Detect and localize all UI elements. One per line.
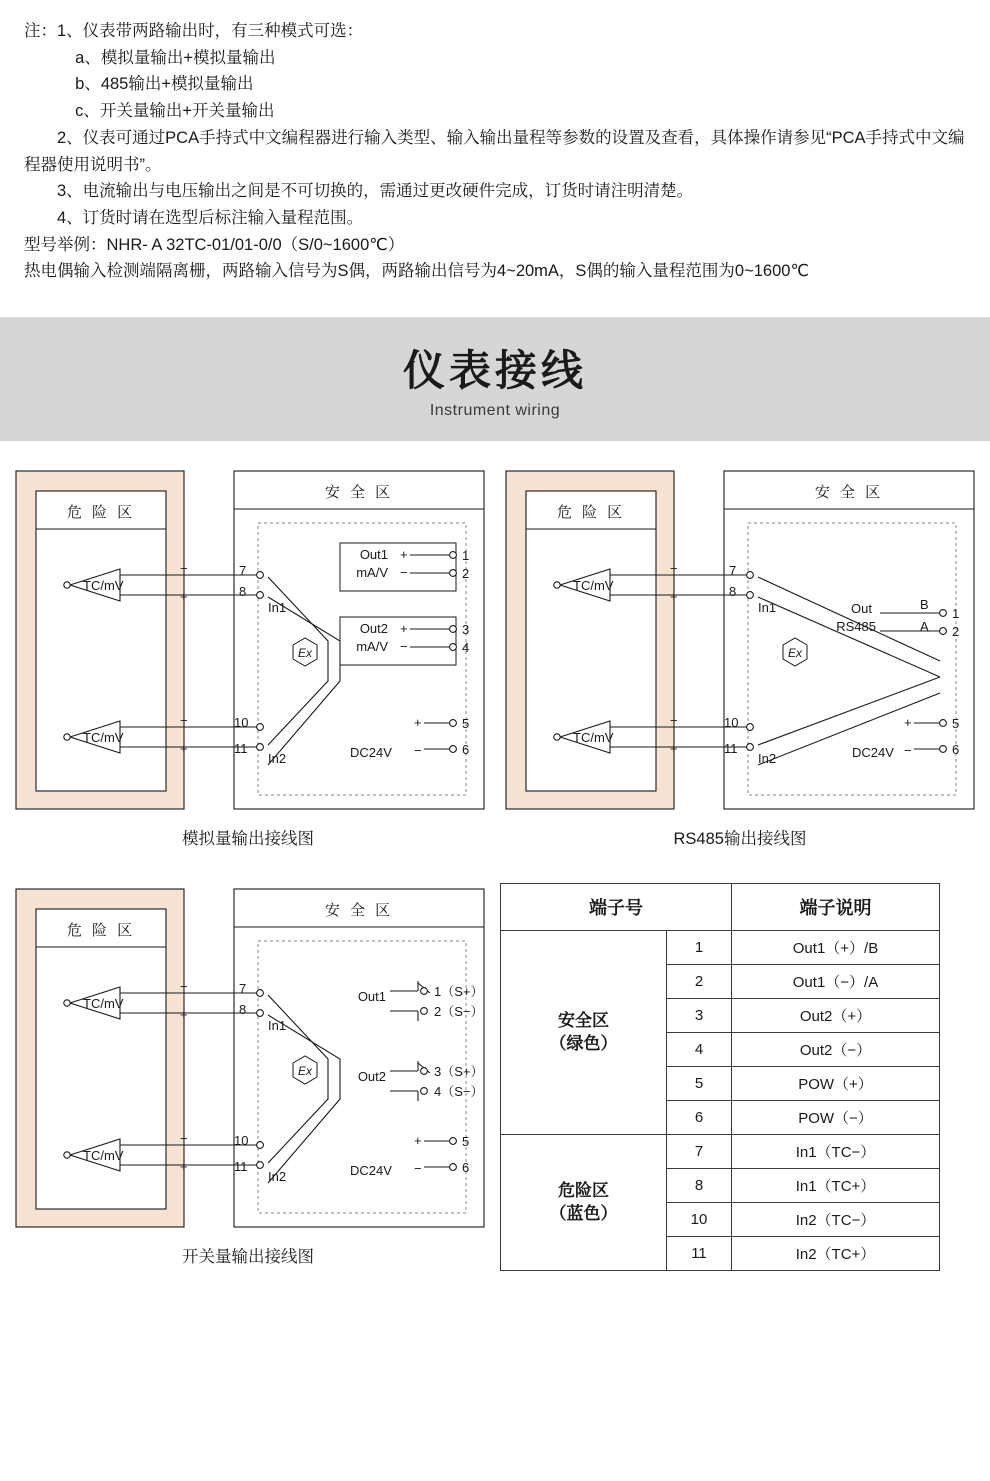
a-label: A: [920, 619, 929, 635]
minus-sign: −: [180, 713, 188, 729]
plus-sign: +: [670, 741, 678, 757]
switch-terminal: 4（S−）: [434, 1084, 484, 1100]
terminal-number: 2: [952, 624, 960, 640]
plus-sign: +: [400, 621, 408, 637]
minus-sign: −: [180, 979, 188, 995]
terminal-desc: Out1（+）/B: [732, 931, 940, 965]
header-terminal-no: 端子号: [501, 884, 732, 931]
header-terminal-desc: 端子说明: [732, 884, 940, 931]
terminal-number: 1: [462, 548, 470, 564]
note-model-example: 型号举例：NHR- A 32TC-01/01-0/0（S/0~1600℃）: [24, 235, 405, 254]
section-title: 仪表接线: [402, 347, 587, 395]
tcmv-label: TC/mV: [573, 730, 614, 746]
minus-sign: −: [400, 639, 408, 655]
diagram-analog-output: [10, 465, 490, 849]
terminal-no: 10: [667, 1203, 732, 1237]
terminal-desc: POW（−）: [732, 1101, 940, 1135]
terminal-no: 1: [667, 931, 732, 965]
tcmv-label: TC/mV: [83, 1148, 124, 1164]
terminal-no: 5: [667, 1067, 732, 1101]
table-header-row: [501, 884, 940, 931]
safe-zone-label: 安 全 区: [324, 484, 394, 502]
minus-sign: −: [180, 561, 188, 577]
diagram-row-1: [10, 465, 980, 849]
note-line: 2、仪表可通过PCA手持式中文编程器进行输入类型、输入输出量程等参数的设置及查看，具体操作请参见“PCA手持式中文编程器使用说明书”。: [24, 128, 965, 174]
in1-label: In1: [268, 1018, 287, 1034]
zone-hazard-cell: [501, 1135, 667, 1271]
dc24v-label: DC24V: [350, 745, 392, 761]
terminal-no: 2: [667, 965, 732, 999]
zone-safe-cell: [501, 931, 667, 1135]
diagram-rs485-output: [500, 465, 980, 849]
minus-sign: −: [670, 713, 678, 729]
terminal-number: 7: [239, 981, 247, 997]
plus-sign: +: [180, 1159, 188, 1175]
plus-sign: +: [180, 741, 188, 757]
terminal-desc: Out2（+）: [732, 999, 940, 1033]
dc24v-label: DC24V: [350, 1163, 392, 1179]
plus-sign: +: [414, 715, 422, 731]
rs485-label: RS485: [836, 619, 876, 635]
tcmv-label: TC/mV: [83, 578, 124, 594]
note-line: c、开关量输出+开关量输出: [75, 102, 275, 121]
note-line: 注：1、仪表带两路输出时，有三种模式可选：: [24, 22, 364, 40]
minus-sign: −: [904, 743, 912, 759]
terminal-desc: POW（+）: [732, 1067, 940, 1101]
in2-label: In2: [268, 1169, 287, 1185]
terminal-number: 7: [729, 563, 737, 579]
tcmv-label: TC/mV: [83, 996, 124, 1012]
note-line: b、485输出+模拟量输出: [75, 75, 254, 94]
out2-label: Out2: [359, 621, 388, 637]
wiring-diagrams: [0, 441, 990, 1281]
terminal-desc: Out1（−）/A: [732, 965, 940, 999]
terminal-no: 3: [667, 999, 732, 1033]
zone-safe-line2: （绿色）: [549, 1033, 618, 1053]
minus-sign: −: [670, 561, 678, 577]
diagram-caption: RS485输出接线图: [673, 830, 807, 849]
hazard-zone-label: 危 险 区: [66, 504, 136, 522]
ex-symbol: Ex: [787, 646, 803, 661]
zone-hazard-line2: （蓝色）: [549, 1203, 618, 1223]
ex-symbol: Ex: [297, 1064, 313, 1079]
diagram-row-2: [10, 883, 980, 1271]
plus-sign: +: [670, 589, 678, 605]
terminal-desc: In2（TC−）: [732, 1203, 940, 1237]
terminal-number: 6: [462, 1160, 470, 1176]
plus-sign: +: [400, 547, 408, 563]
ex-symbol: Ex: [297, 646, 313, 661]
terminal-number: 6: [952, 742, 960, 758]
minus-sign: −: [414, 743, 422, 759]
in2-label: In2: [758, 751, 777, 767]
in2-label: In2: [268, 751, 287, 767]
minus-sign: −: [400, 565, 408, 581]
note-line: a、模拟量输出+模拟量输出: [75, 48, 276, 67]
plus-sign: +: [180, 1007, 188, 1023]
table-row: [501, 931, 940, 965]
switch-terminal: 1（S+）: [434, 984, 484, 1000]
zone-hazard-line1: 危险区: [558, 1180, 609, 1200]
diagram-caption: 模拟量输出接线图: [182, 830, 314, 849]
out1-label: Out1: [359, 547, 388, 563]
plus-sign: +: [180, 589, 188, 605]
diagram-switch-output-svg: [10, 883, 490, 1233]
terminal-no: 8: [667, 1169, 732, 1203]
out-label: Out: [851, 601, 872, 617]
terminal-number: 10: [724, 715, 739, 731]
safe-zone-label: 安 全 区: [324, 902, 394, 920]
plus-sign: +: [414, 1133, 422, 1149]
diagram-caption: 开关量输出接线图: [182, 1248, 314, 1267]
note-line: 3、电流输出与电压输出之间是不可切换的，需通过更改硬件完成，订货时请注明清楚。: [57, 182, 694, 201]
switch-terminal: 3（S+）: [434, 1064, 484, 1080]
switch-terminal: 2（S−）: [434, 1004, 484, 1020]
terminal-no: 7: [667, 1135, 732, 1169]
terminal-no: 6: [667, 1101, 732, 1135]
terminal-number: 10: [234, 1133, 249, 1149]
notes-block: [0, 0, 990, 295]
terminal-number: 5: [462, 716, 470, 732]
terminal-table: [500, 883, 940, 1271]
safe-zone-label: 安 全 区: [814, 484, 884, 502]
dc24v-label: DC24V: [852, 745, 894, 761]
terminal-number: 8: [729, 584, 737, 600]
terminal-number: 2: [462, 566, 470, 582]
terminal-desc: In2（TC+）: [732, 1237, 940, 1271]
terminal-number: 11: [234, 1159, 248, 1175]
tcmv-label: TC/mV: [573, 578, 614, 594]
diagram-analog-output-svg: [10, 465, 490, 815]
note-model-description: 热电偶输入检测端隔离栅，两路输入信号为S偶，两路输出信号为4~20mA，S偶的输入量程范围为0~1600℃: [24, 262, 809, 281]
terminal-number: 8: [239, 1002, 247, 1018]
terminal-number: 11: [724, 741, 738, 757]
diagram-switch-output: [10, 883, 490, 1271]
in1-label: In1: [758, 600, 777, 616]
terminal-number: 6: [462, 742, 470, 758]
terminal-desc: In1（TC+）: [732, 1169, 940, 1203]
terminal-desc: Out2（−）: [732, 1033, 940, 1067]
terminal-number: 10: [234, 715, 249, 731]
terminal-number: 5: [462, 1134, 470, 1150]
terminal-no: 11: [667, 1237, 732, 1271]
note-line: 4、订货时请在选型后标注输入量程范围。: [57, 209, 364, 228]
terminal-desc: In1（TC−）: [732, 1135, 940, 1169]
hazard-zone-label: 危 险 区: [66, 922, 136, 940]
terminal-number: 3: [462, 622, 470, 638]
terminal-number: 8: [239, 584, 247, 600]
in1-label: In1: [268, 600, 287, 616]
minus-sign: −: [414, 1161, 422, 1177]
terminal-number: 1: [952, 606, 960, 622]
terminal-number: 4: [462, 640, 470, 656]
b-label: B: [920, 597, 929, 613]
hazard-zone-label: 危 险 区: [556, 504, 626, 522]
diagram-rs485-output-svg: [500, 465, 980, 815]
section-subtitle: Instrument wiring: [429, 402, 561, 420]
out2-label: Out2: [357, 1069, 386, 1085]
terminal-table-wrapper: [494, 883, 980, 1271]
terminal-number: 7: [239, 563, 247, 579]
minus-sign: −: [180, 1131, 188, 1147]
plus-sign: +: [904, 715, 912, 731]
section-banner: [0, 317, 990, 441]
terminal-number: 11: [234, 741, 248, 757]
out2-unit: mA/V: [356, 639, 388, 655]
out1-unit: mA/V: [356, 565, 388, 581]
out1-label: Out1: [357, 989, 386, 1005]
tcmv-label: TC/mV: [83, 730, 124, 746]
zone-safe-line1: 安全区: [558, 1010, 609, 1030]
terminal-no: 4: [667, 1033, 732, 1067]
terminal-number: 5: [952, 716, 960, 732]
table-row: [501, 1135, 940, 1169]
